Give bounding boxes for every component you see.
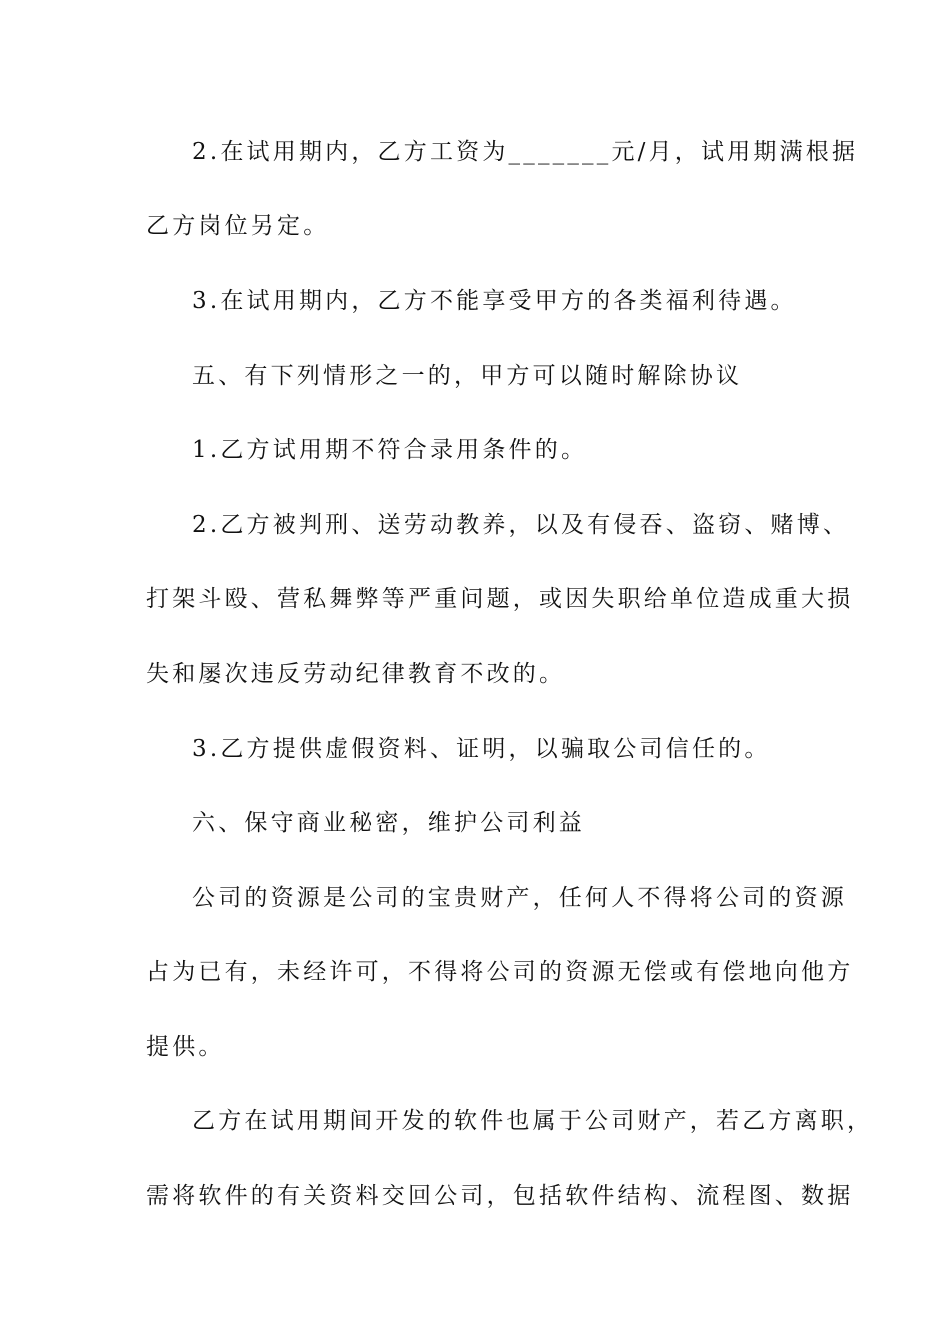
paragraph-line: 3.乙方提供虚假资料、证明，以骗取公司信任的。	[192, 736, 771, 762]
paragraph-line: 需将软件的有关资料交回公司，包括软件结构、流程图、数据	[146, 1183, 854, 1209]
paragraph-line: 打架斗殴、营私舞弊等严重问题，或因失职给单位造成重大损	[146, 586, 854, 612]
paragraph-line: 乙方岗位另定。	[146, 213, 330, 239]
paragraph-line: 3.在试用期内，乙方不能享受甲方的各类福利待遇。	[192, 288, 797, 314]
paragraph-line: 失和屡次违反劳动纪律教育不改的。	[146, 661, 566, 687]
paragraph-line: 1.乙方试用期不符合录用条件的。	[192, 437, 588, 463]
paragraph-line: 占为已有，未经许可，不得将公司的资源无偿或有偿地向他方	[146, 959, 854, 985]
section-heading: 六、保守商业秘密，维护公司利益	[192, 810, 585, 836]
paragraph-line: 公司的资源是公司的宝贵财产，任何人不得将公司的资源	[192, 885, 847, 911]
paragraph-line: 提供。	[146, 1034, 225, 1060]
section-heading: 五、有下列情形之一的，甲方可以随时解除协议	[192, 363, 743, 389]
paragraph-line: 2.乙方被判刑、送劳动教养，以及有侵吞、盗窃、赌博、	[192, 512, 850, 538]
paragraph-line: 2.在试用期内，乙方工资为_______元/月，试用期满根据	[192, 139, 859, 165]
paragraph-line: 乙方在试用期间开发的软件也属于公司财产，若乙方离职，	[192, 1108, 874, 1134]
